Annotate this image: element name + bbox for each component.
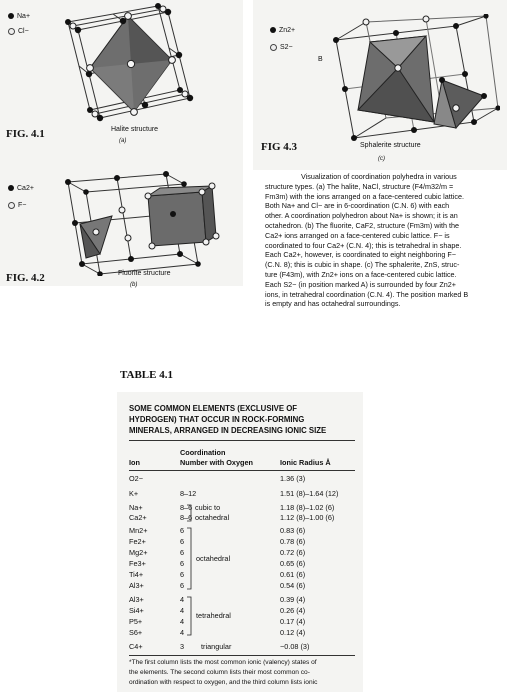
cn-cell: 4 <box>180 617 185 626</box>
radius-cell: 0.72 (6) <box>280 548 306 557</box>
ion-cell: Mn2+ <box>129 526 148 535</box>
ion-cell: S6+ <box>129 628 143 637</box>
table-4-1-label: TABLE 4.1 <box>120 369 173 381</box>
fluorite-sub-label: (b) <box>130 282 138 288</box>
white-ion-icon <box>8 202 15 209</box>
footnote-line: *The first column lists the most common ionic (valency) states of <box>129 659 317 666</box>
halite-legend <box>8 12 30 36</box>
radius-cell: 0.61 (6) <box>280 570 306 579</box>
table-bottom-rule <box>129 655 355 656</box>
legend-na-item <box>8 12 30 21</box>
caption-line: Fm3m) with the ions arranged on a face-centered cubic lattice. <box>265 191 464 201</box>
radius-cell: 1.18 (8)–1.02 (6) <box>280 503 335 512</box>
table-footnote <box>129 658 355 687</box>
table-title-line: MINERALS, ARRANGED IN DECREASING IONIC SIZE <box>129 426 327 435</box>
cn-cell: 6 <box>180 548 185 557</box>
radius-cell: 0.12 (4) <box>280 628 306 637</box>
ion-cell: O2− <box>129 474 143 483</box>
table-header-rule <box>129 470 355 471</box>
caption-line: ions, in tetrahedral coordination (C.N. 4). The position marked B <box>265 289 469 299</box>
radius-cell: 0.65 (6) <box>280 559 306 568</box>
group-label-cubic-to: cubic to <box>195 503 221 512</box>
sphalerite-sub-label: (c) <box>378 156 385 162</box>
col-header-coordination-1: Coordination <box>180 448 226 457</box>
radius-cell: 0.83 (6) <box>280 526 306 535</box>
caption-line: ture (F43m), with Zn2+ ions on a face-centered cubic lattice. <box>265 269 457 279</box>
ion-cell: Mg2+ <box>129 548 148 557</box>
fig-4-2-label: FIG. 4.2 <box>6 272 45 284</box>
group-label-tetrahedral: tetrahedral <box>196 611 231 620</box>
ion-cell: Fe3+ <box>129 559 146 568</box>
legend-s-label: S2− <box>280 44 293 51</box>
radius-cell: 1.12 (8)–1.00 (6) <box>280 513 335 522</box>
ion-cell: P5+ <box>129 617 143 626</box>
black-ion-icon <box>8 185 14 191</box>
caption-line: octahedron. (b) The fluorite, CaF2, structure (Fm3m) with the <box>265 220 460 230</box>
radius-cell: −0.08 (3) <box>280 642 310 651</box>
caption-line: Each S2− (in position marked A) is surrounded by four Zn2+ <box>265 279 456 289</box>
cn-cell: 6 <box>180 570 185 579</box>
ion-cell: Na+ <box>129 503 143 512</box>
footnote-line: ordination with respect to oxygen, and the third column lists ionic <box>129 678 318 686</box>
cn-cell: 8–12 <box>180 489 197 498</box>
ion-cell: Ti4+ <box>129 570 144 579</box>
caption-line: Each Ca2+, however, is coordinated to eight neighboring F− <box>265 250 456 260</box>
cn-cell: 6 <box>180 559 185 568</box>
radius-cell: 0.39 (4) <box>280 595 306 604</box>
legend-zn-label: Zn2+ <box>279 27 296 34</box>
halite-sub-label: (a) <box>119 138 127 144</box>
group-label-octahedral-a: octahedral <box>195 513 230 522</box>
cn-cell: 4 <box>180 606 185 615</box>
white-ion-icon <box>8 28 15 35</box>
footnote-line: the elements. The second column lists their most common co- <box>129 668 310 676</box>
group-label-octahedral-b: octahedral <box>196 554 231 563</box>
fluorite-caption: Fluorite structure <box>118 270 171 277</box>
caption-line: other. A coordination polyhedron about Na+ is shown; it is an <box>265 211 458 221</box>
ion-cell: Al3+ <box>129 581 144 590</box>
radius-cell: 1.36 (3) <box>280 474 306 483</box>
legend-f-label: F− <box>18 202 27 209</box>
caption-line: is empty and has octahedral surroundings. <box>265 299 401 309</box>
black-ion-icon <box>8 13 14 19</box>
table-title-line: HYDROGEN) THAT OCCUR IN ROCK-FORMING <box>129 415 305 424</box>
ion-cell: Ca2+ <box>129 513 147 522</box>
caption-line: Both Na+ and Cl− are in 6-coordination (C.N. 6) with each <box>265 201 450 211</box>
fig-4-3-label: FIG 4.3 <box>261 141 298 153</box>
caption-line: structure types. (a) The halite, NaCl, structure (F4/m32/m = <box>265 181 454 191</box>
col-header-radius: Ionic Radius Å <box>280 458 331 467</box>
fluorite-legend <box>8 184 34 210</box>
cn-cell: 8–6 <box>180 513 193 522</box>
caption-line: Visualization of coordination polyhedra in various <box>301 172 457 181</box>
ionic-radius-table <box>129 0 355 692</box>
sphalerite-caption: Sphalerite structure <box>360 142 421 149</box>
cn-cell: 6 <box>180 581 185 590</box>
col-header-coordination-2: Number with Oxygen <box>180 458 253 467</box>
group-label-triangular: triangular <box>201 642 232 651</box>
cn-cell: 4 <box>180 595 185 604</box>
radius-cell: 0.78 (6) <box>280 537 306 546</box>
legend-cl-item <box>8 27 30 36</box>
position-b-marker: B <box>318 56 323 63</box>
ion-cell: C4+ <box>129 642 143 651</box>
caption-line: (C.N. 8); this is cubic in shape. (c) The sphalerite, ZnS, struc- <box>265 260 460 270</box>
radius-cell: 0.26 (4) <box>280 606 306 615</box>
caption-line: Ca2+ ions arranged on a face-centered cubic lattice. F− is <box>265 230 450 240</box>
ion-cell: Al3+ <box>129 595 144 604</box>
legend-ca-item <box>8 184 34 193</box>
cn-cell: 6 <box>180 537 185 546</box>
radius-cell: 1.51 (8)–1.64 (12) <box>280 489 339 498</box>
halite-caption: Halite structure <box>111 126 159 133</box>
cn-cell: 4 <box>180 628 185 637</box>
legend-ca-label: Ca2+ <box>17 185 34 192</box>
cn-cell: 8–6 <box>180 503 193 512</box>
table-title-line: SOME COMMON ELEMENTS (EXCLUSIVE OF <box>129 404 298 413</box>
ion-cell: Si4+ <box>129 606 144 615</box>
radius-cell: 0.54 (6) <box>280 581 306 590</box>
radius-cell: 0.17 (4) <box>280 617 306 626</box>
col-header-ion: Ion <box>129 458 140 467</box>
cn-cell: 6 <box>180 526 185 535</box>
ion-cell: Fe2+ <box>129 537 146 546</box>
fig-4-1-label: FIG. 4.1 <box>6 128 45 140</box>
ion-cell: K+ <box>129 489 139 498</box>
cn-cell: 3 <box>180 642 185 651</box>
caption-line: coordinated to four Ca2+ (C.N. 4); this is tetrahedral in shape. <box>265 240 462 250</box>
legend-cl-label: Cl− <box>18 28 29 35</box>
legend-na-label: Na+ <box>17 13 31 20</box>
legend-f-item <box>8 201 34 210</box>
